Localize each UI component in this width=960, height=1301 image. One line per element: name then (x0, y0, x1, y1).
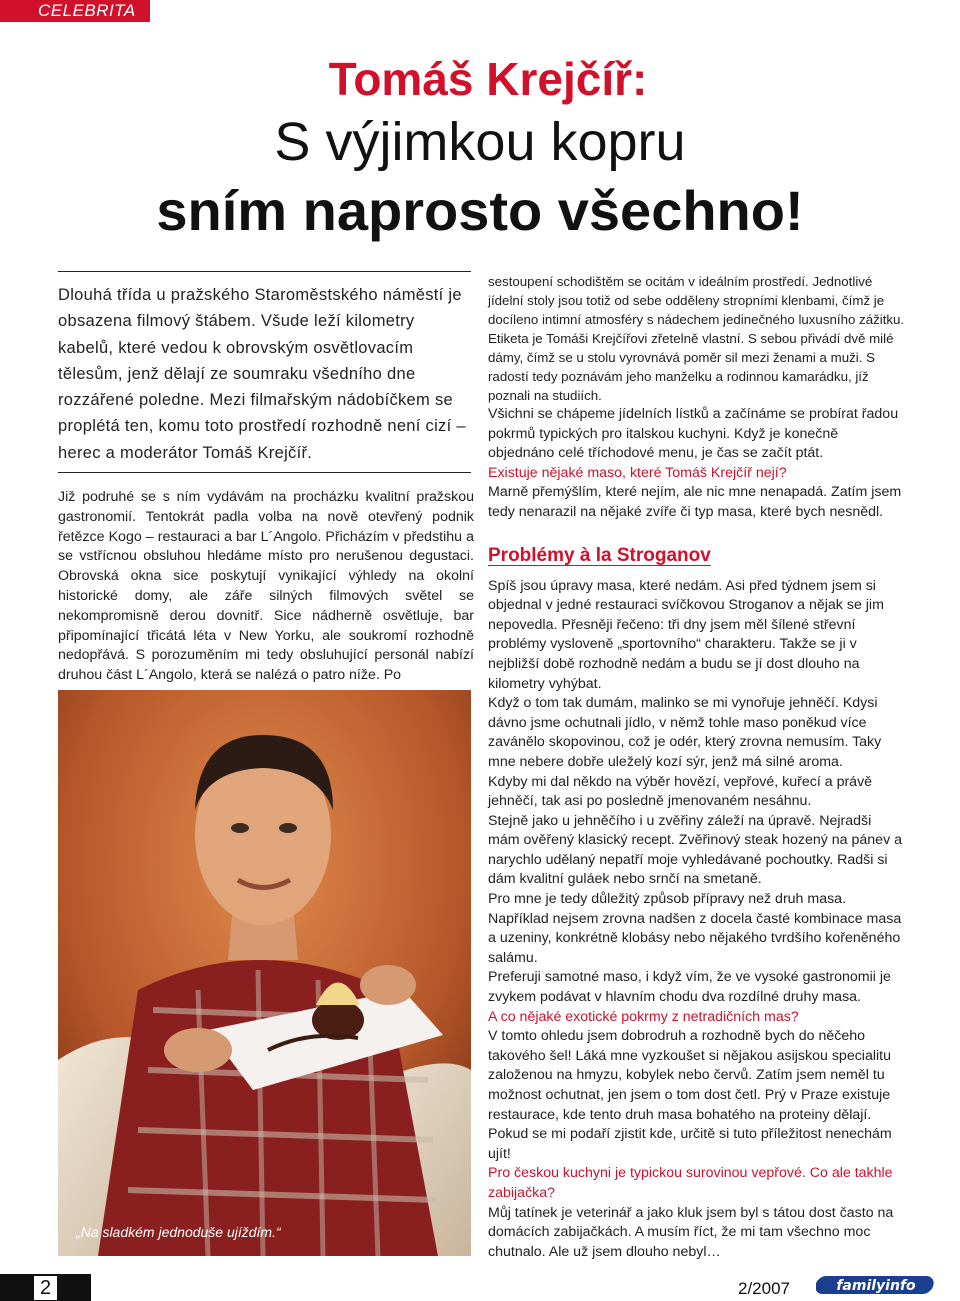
interview-question: Existuje nějaké maso, které Tomáš Krejčíř nejí? (488, 464, 787, 481)
portrait-photo (58, 690, 471, 1256)
interview-question: A co nějaké exotické pokrmy z netradičních mas? (488, 1008, 799, 1025)
paragraph: Etiketa je Tomáši Krejčířovi zřetelně vlastní. S sebou přivádí dvě milé dámy, čímž se u stolu vyrovnává poměr sil mezi ženami a muži. S radostí tedy poznávám jeho manželku a rodinnou kamarádku, jíž poznali na studiích. (488, 331, 894, 403)
interview-answer: V tomto ohledu jsem dobrodruh a rozhodně bych do něčeho takového šel! Láká mne vyzkoušet si nějakou asijskou specialitu založenou na hmyzu, kobylek nebo červů. Zatím jsem neměl tu možnost ochutnat, jen jsem o tom dost četl. Prý v Praze existuje restaurace, kde tento druh masa bohatého na proteiny dělají. Pokud se mi podaří zjistit kde, určitě si tuto příležitost nenechám ujít! (488, 1028, 892, 1162)
paragraph: Kdyby mi dal někdo na výběr hovězí, vepřové, kuřecí a právě jehněčí, tak asi po posledně jmenovaném nesáhnu. (488, 773, 873, 810)
headline-line-3: sním naprosto všechno! (156, 179, 804, 242)
paragraph: Všichni se chápeme jídelních lístků a začínáme se probírat řadou pokrmů typických pro italskou kuchyni. Když je konečně objednáno celé tříchodové menu, je čas se začít ptát. (488, 406, 899, 462)
divider-bottom (58, 472, 471, 473)
paragraph: Stejně jako u jehněčího i u zvěřiny záleží na úpravě. Nejradši mám ověřený klasický recept. Zvěřinový steak hozený na pánev a narychlo udělaný nepatří moje vyhledávané pochoutky. Radši si dám kvalitní guláek nebo srnčí na smetaně. (488, 812, 902, 888)
section-tag: CELEBRITA (0, 0, 150, 22)
headline (0, 50, 960, 246)
paragraph: Když o tom tak dumám, malinko se mi vynořuje jehněčí. Kdysi dávno jsme ochutnali jídlo, v němž tohle maso poněkud více zavánělo skopovinou, což je odér, který zrovna nemusím. Taky mne nebere dobře uleželý kozí sýr, jenž má silné aroma. (488, 695, 882, 770)
paragraph: Pro mne je tedy důležitý způsob přípravy než druh masa. Například nejsem zrovna nadšen z docela časté kombinace masa a uzeniny, konkrétně klobásy nebo nějakého tvrdšího kořeněného salámu. (488, 891, 902, 966)
familyinfo-logo (816, 1273, 938, 1297)
page-number: 2 (34, 1276, 57, 1300)
intro-paragraph: Již podruhé se s ním vydávám na procházku kvalitní pražskou gastronomií. Tentokrát padla volba na nově otevřený podnik řetězce Kogo – restauraci a bar L´Angolo. Přicházím v předstihu a se vstřícnou obsluhou hledáme místo pro nerušenou degustaci. Obrovská okna sice poskytují vynikající výhledy na okolní historické domy, ale záře silných filmových světel se nekompromisně derou dovnitř. Sice nádherně osvětluje, bar připomínající třicátá léta v New Yorku, ale soukromí rozhodně nedopřává. S porozuměním mi tedy obsluhující personál nabízí druhou část L´Angolo, která se nalézá o patro níže. Po (58, 489, 474, 684)
section-subheading: Problémy à la Stroganov (488, 544, 711, 566)
interview-answer: Můj tatínek je veterinář a jako kluk jsem byl s tátou dost často na domácích zabijačkách. A musím říct, že mi tam všechno moc chutnalo. Ale už jsem dlouho nebyl… (488, 1204, 894, 1260)
divider-top (58, 271, 471, 272)
paragraph: Spíš jsou úpravy masa, které nedám. Asi před týdnem jsem si objednal v jedné restauraci svíčkovou Stroganov a nějak se jim nepovedla. Přesněji řečeno: tři dny jsem měl šílené střevní problémy vysloveně „sportovního“ charakteru. Takže se ji v nejbližší době rozhodně nedám a budu se jí dost dlouho na kilometry vyhýbat. (488, 577, 884, 692)
interview-answer: Marně přemýšlím, které nejím, ale nic mne nenapadá. Zatím jsem tedy nenarazil na nějaké zvíře či typ masa, které bych nesnědl. (488, 484, 902, 520)
paragraph: sestoupení schodištěm se ocitám v ideálním prostředí. Jednotlivé jídelní stoly jsou totiž od sebe odděleny stropními klenbami, čímž je docíleno intimní atmosféry s nádechem jedinečného luxusního zážitku. (488, 274, 905, 327)
paragraph: Preferuji samotné maso, i když vím, že ve vysoké gastronomii je zvykem podávat v hlavním chodu dva rozdílné druhy masa. (488, 969, 891, 1006)
svg-text:familyinfo: familyinfo (836, 1278, 916, 1294)
headline-line-2: S výjimkou kopru (274, 112, 686, 172)
interview-question: Pro českou kuchyni je typickou surovinou vepřové. Co ale takhle zabijačka? (488, 1165, 893, 1201)
photo-caption: „Na sladkém jednoduše ujíždím.“ (76, 1224, 281, 1240)
photo-illustration (58, 690, 471, 1256)
right-column (488, 272, 906, 1262)
headline-name: Tomáš Krejčíř: (328, 53, 648, 105)
issue-number: 2/2007 (738, 1279, 790, 1298)
lead-paragraph: Dlouhá třída u pražského Staroměstského náměstí je obsazena filmový štábem. Všude leží kilometry kabelů, které vedou k obrovským osvětlovacím tělesům, jenž dělají ze soumraku všedního dne rozzářené poledne. Mezi filmařským nádobíčkem se proplétá ten, komu toto prostředí rozhodně není cizí – herec a moderátor Tomáš Krejčíř. (58, 286, 466, 462)
page-number-box (0, 1274, 91, 1301)
